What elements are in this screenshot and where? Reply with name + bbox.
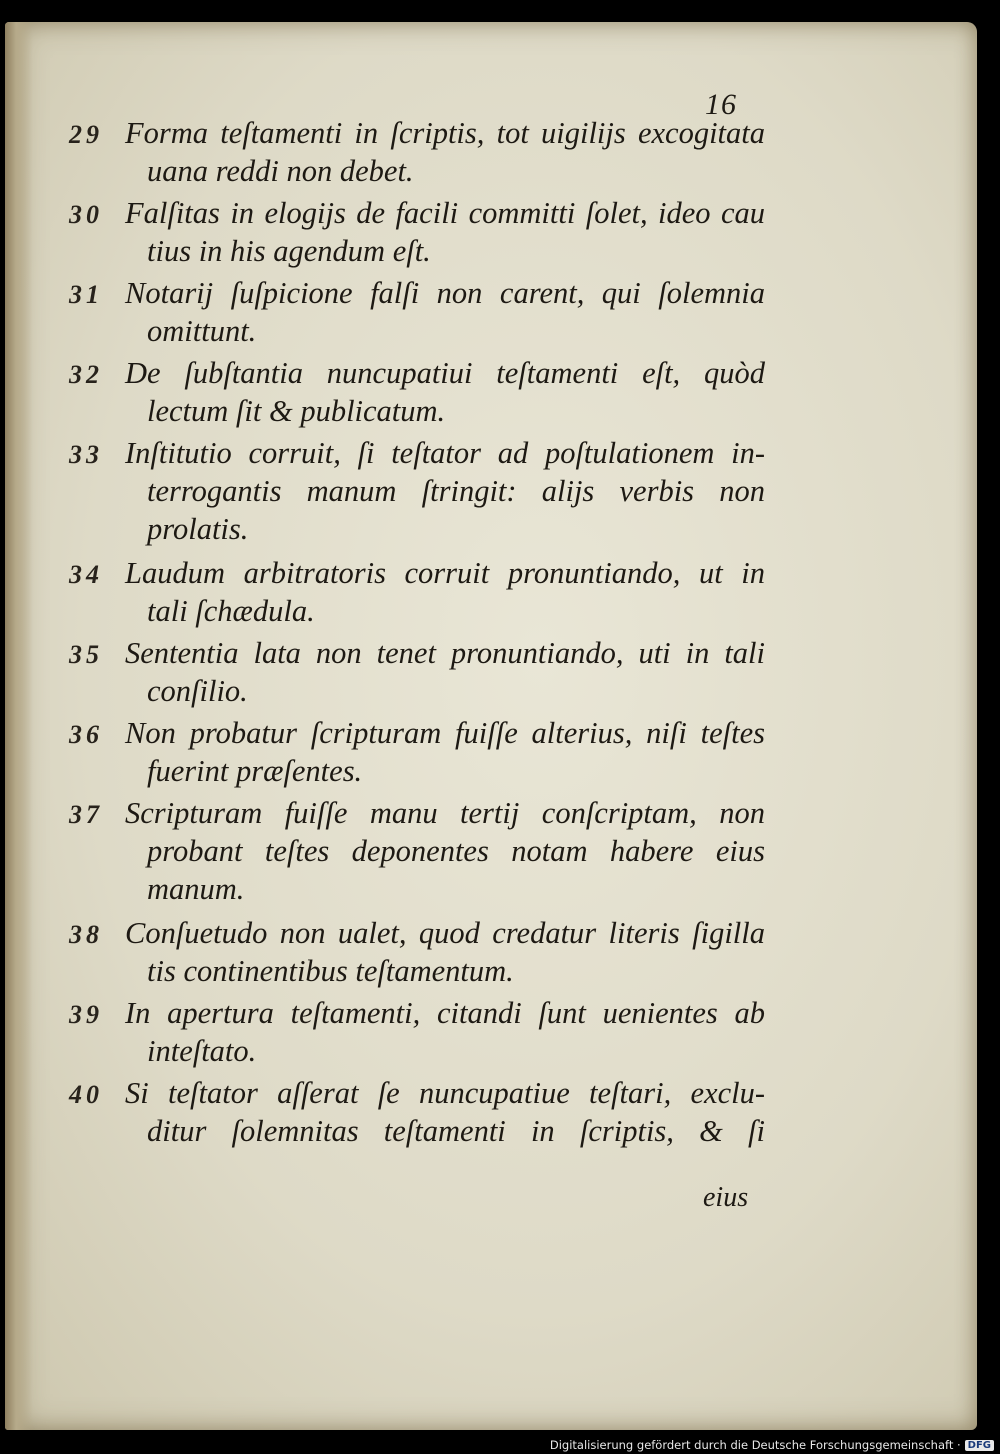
entry-number: 31 [69,280,103,309]
entry-line: tis continentibus teſtamentum. [147,954,514,988]
entry-number: 32 [69,360,103,389]
entry-number: 40 [69,1080,103,1109]
entry-line: Non probatur ſcripturam fuiſſe alterius, niſi teſtes [125,716,765,750]
entry-line: Si teſtator aſſerat ſe nuncupatiue teſtari, exclu- [125,1076,765,1110]
entry-line: fuerint præſentes. [147,754,363,788]
digitization-credit [550,1438,994,1452]
page-gutter [5,22,33,1430]
entry-line: manum. [147,872,245,906]
credit-text: Digitalisierung gefördert durch die Deutsche Forschungsgemeinschaft · [549,1438,961,1452]
entry-line: conſilio. [147,674,248,708]
catchword: eius [703,1182,749,1213]
entry-line: terrogantis manum ſtringit: alijs verbis non [147,474,765,508]
entry-line: ditur ſolemnitas teſtamenti in ſcriptis, & ſi [147,1114,765,1148]
entry-number: 36 [69,720,103,749]
entry-line: prolatis. [147,512,249,546]
dfg-logo-icon: DFG [965,1440,994,1451]
entry-line: Inſtitutio corruit, ſi teſtator ad poſtulationem in- [125,436,765,470]
entry-number: 34 [69,560,103,589]
entry-number: 33 [69,440,103,469]
entry-line: inteſtato. [147,1034,257,1068]
entry-line: Falſitas in elogijs de facili committi ſolet, ideo cau [125,196,765,230]
entry-line: Notarij ſuſpicione falſi non carent, qui ſolemnia [125,276,765,310]
entry-line: Forma teſtamenti in ſcriptis, tot uigilijs excogitata [125,116,765,150]
entry-text [125,714,765,790]
entry-line: tius in his agendum eſt. [147,234,431,268]
entry-text [125,914,765,990]
entry-text [125,274,765,350]
page-number: 16 [705,88,737,121]
entry-line: Laudum arbitratoris corruit pronuntiando, ut in [125,556,765,590]
entry-number: 30 [69,200,103,229]
entry-text [125,994,765,1070]
entry-number: 39 [69,1000,103,1029]
entry-line: uana reddi non debet. [147,154,414,188]
entry-text [125,114,765,190]
entry-line: Conſuetudo non ualet, quod credatur literis ſigilla [125,916,765,950]
entry-line: In apertura teſtamenti, citandi ſunt uenientes ab [125,996,765,1030]
entry-line: Scripturam fuiſſe manu tertij conſcriptam, non [125,796,765,830]
entry-text [125,1074,765,1150]
entry-line: lectum ſit & publicatum. [147,394,446,428]
entry-text [125,554,765,630]
entry-text [125,194,765,270]
book-page [5,22,977,1430]
entry-number: 29 [69,120,103,149]
entry-line: Sententia lata non tenet pronuntiando, uti in tali [125,636,765,670]
entry-number: 35 [69,640,103,669]
entry-text [125,794,765,908]
entry-line: De ſubſtantia nuncupatiui teſtamenti eſt, quòd [125,356,765,390]
entry-line: tali ſchædula. [147,594,315,628]
entry-number: 37 [69,800,103,829]
entry-line: probant teſtes deponentes notam habere eius [147,834,765,868]
entry-number: 38 [69,920,103,949]
entry-text [125,634,765,710]
entry-line: omittunt. [147,314,257,348]
entry-text [125,354,765,430]
entry-text [125,434,765,548]
